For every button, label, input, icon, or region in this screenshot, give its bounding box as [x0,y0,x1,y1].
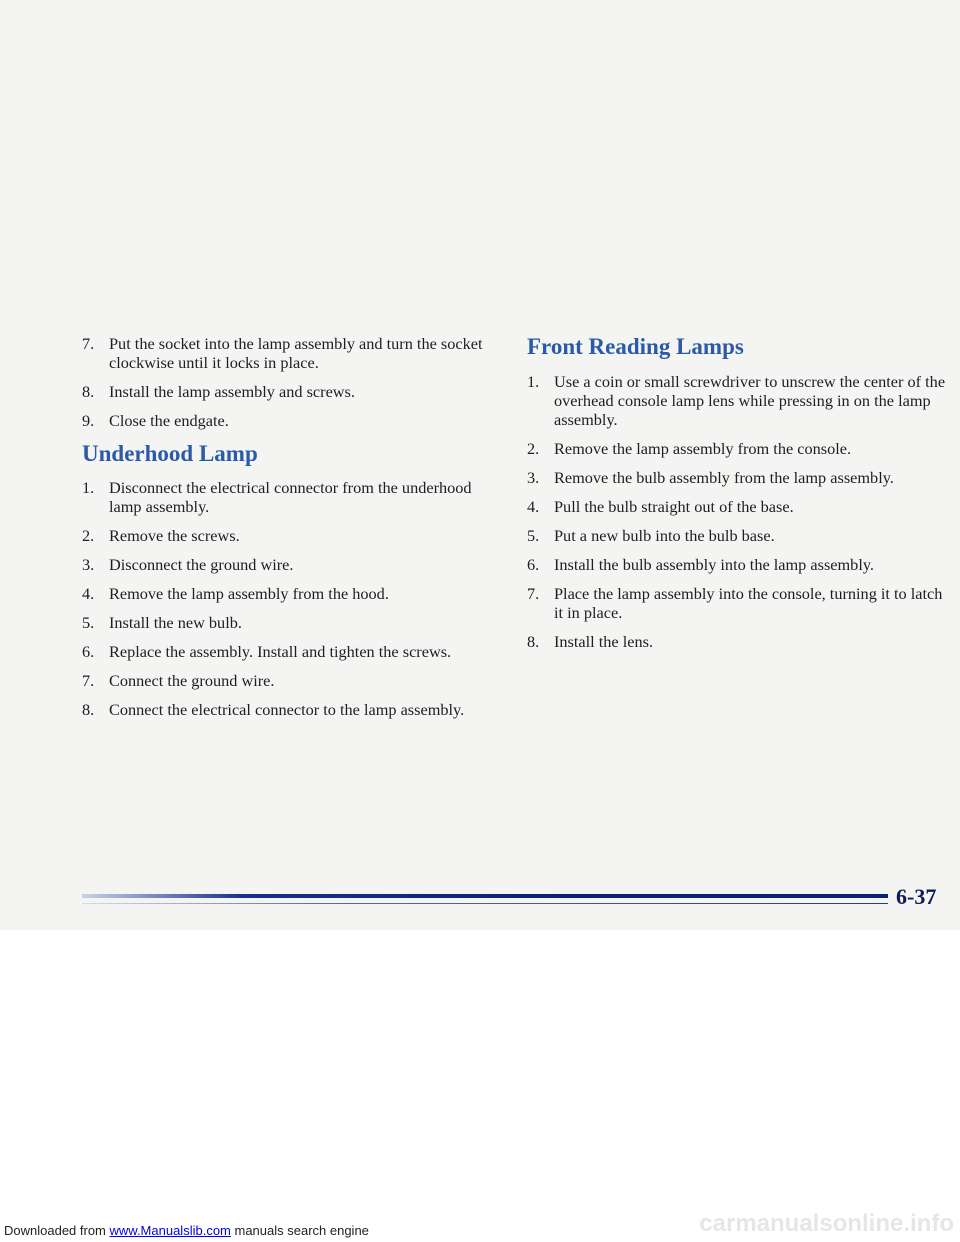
step-text: Install the lamp assembly and screws. [109,382,355,401]
list-item [82,382,502,401]
list-item [82,478,502,516]
list-item [527,632,947,651]
step-number: 4. [527,497,540,516]
download-footer [4,1223,369,1238]
step-number: 8. [82,700,95,719]
footer-rule-thin [82,903,888,904]
page-footer-rule [82,894,888,908]
list-item [82,584,502,603]
step-number: 8. [527,632,540,651]
page-number: 6-37 [896,884,937,909]
endgate-steps-list [82,334,502,430]
step-number: 2. [82,526,95,545]
step-number: 8. [82,382,95,401]
list-item [527,584,947,622]
step-number: 6. [82,642,95,661]
step-text: Put the socket into the lamp assembly and turn the socket clockwise until it locks in place. [109,334,483,372]
list-item [82,642,502,661]
step-text: Remove the screws. [109,526,240,545]
section-heading-front-reading-lamps: Front Reading Lamps [527,334,744,359]
step-text: Replace the assembly. Install and tighten the screws. [109,642,452,661]
step-text: Install the new bulb. [109,613,242,632]
list-item [82,700,502,719]
step-number: 3. [527,468,540,487]
step-number: 3. [82,555,95,574]
step-text: Install the lens. [554,632,654,651]
step-text: Disconnect the electrical connector from the underhood lamp assembly. [109,478,472,516]
step-number: 5. [527,526,540,545]
step-number: 6. [527,555,540,574]
step-number: 4. [82,584,95,603]
step-text: Connect the electrical connector to the lamp assembly. [109,700,465,719]
watermark-text: carmanualsonline.info [699,1210,954,1237]
step-text: Remove the lamp assembly from the hood. [109,584,389,603]
list-item [527,468,947,487]
step-number: 1. [82,478,95,497]
step-text: Remove the bulb assembly from the lamp assembly. [554,468,894,487]
left-column [82,334,502,729]
step-text: Pull the bulb straight out of the base. [554,497,794,516]
footer-suffix: manuals search engine [230,1223,369,1238]
list-item [527,526,947,545]
right-column [527,334,947,661]
list-item [82,671,502,690]
step-text: Install the bulb assembly into the lamp assembly. [554,555,874,574]
underhood-steps-list [82,478,502,719]
list-item [82,411,502,430]
step-text: Remove the lamp assembly from the console. [554,439,852,458]
footer-rule-thick [82,894,888,898]
step-number: 7. [82,334,95,353]
list-item [82,555,502,574]
list-item [82,613,502,632]
manualslib-link[interactable]: www.Manualslib.com [109,1223,231,1238]
list-item [82,526,502,545]
step-text: Disconnect the ground wire. [109,555,294,574]
step-number: 2. [527,439,540,458]
step-text: Use a coin or small screwdriver to unscrew the center of the overhead console lamp lens while pressing in on the lamp assembly. [554,372,946,429]
list-item [82,334,502,372]
list-item [527,497,947,516]
section-heading-underhood-lamp: Underhood Lamp [82,441,258,466]
reading-lamp-steps-list [527,372,947,651]
list-item [527,372,947,429]
step-text: Put a new bulb into the bulb base. [554,526,775,545]
step-number: 9. [82,411,95,430]
step-number: 7. [527,584,540,603]
step-text: Place the lamp assembly into the console, turning it to latch it in place. [554,584,943,622]
list-item [527,439,947,458]
step-number: 1. [527,372,540,391]
list-item [527,555,947,574]
step-text: Connect the ground wire. [109,671,275,690]
step-number: 7. [82,671,95,690]
step-text: Close the endgate. [109,411,229,430]
step-number: 5. [82,613,95,632]
footer-prefix: Downloaded from [4,1223,110,1238]
